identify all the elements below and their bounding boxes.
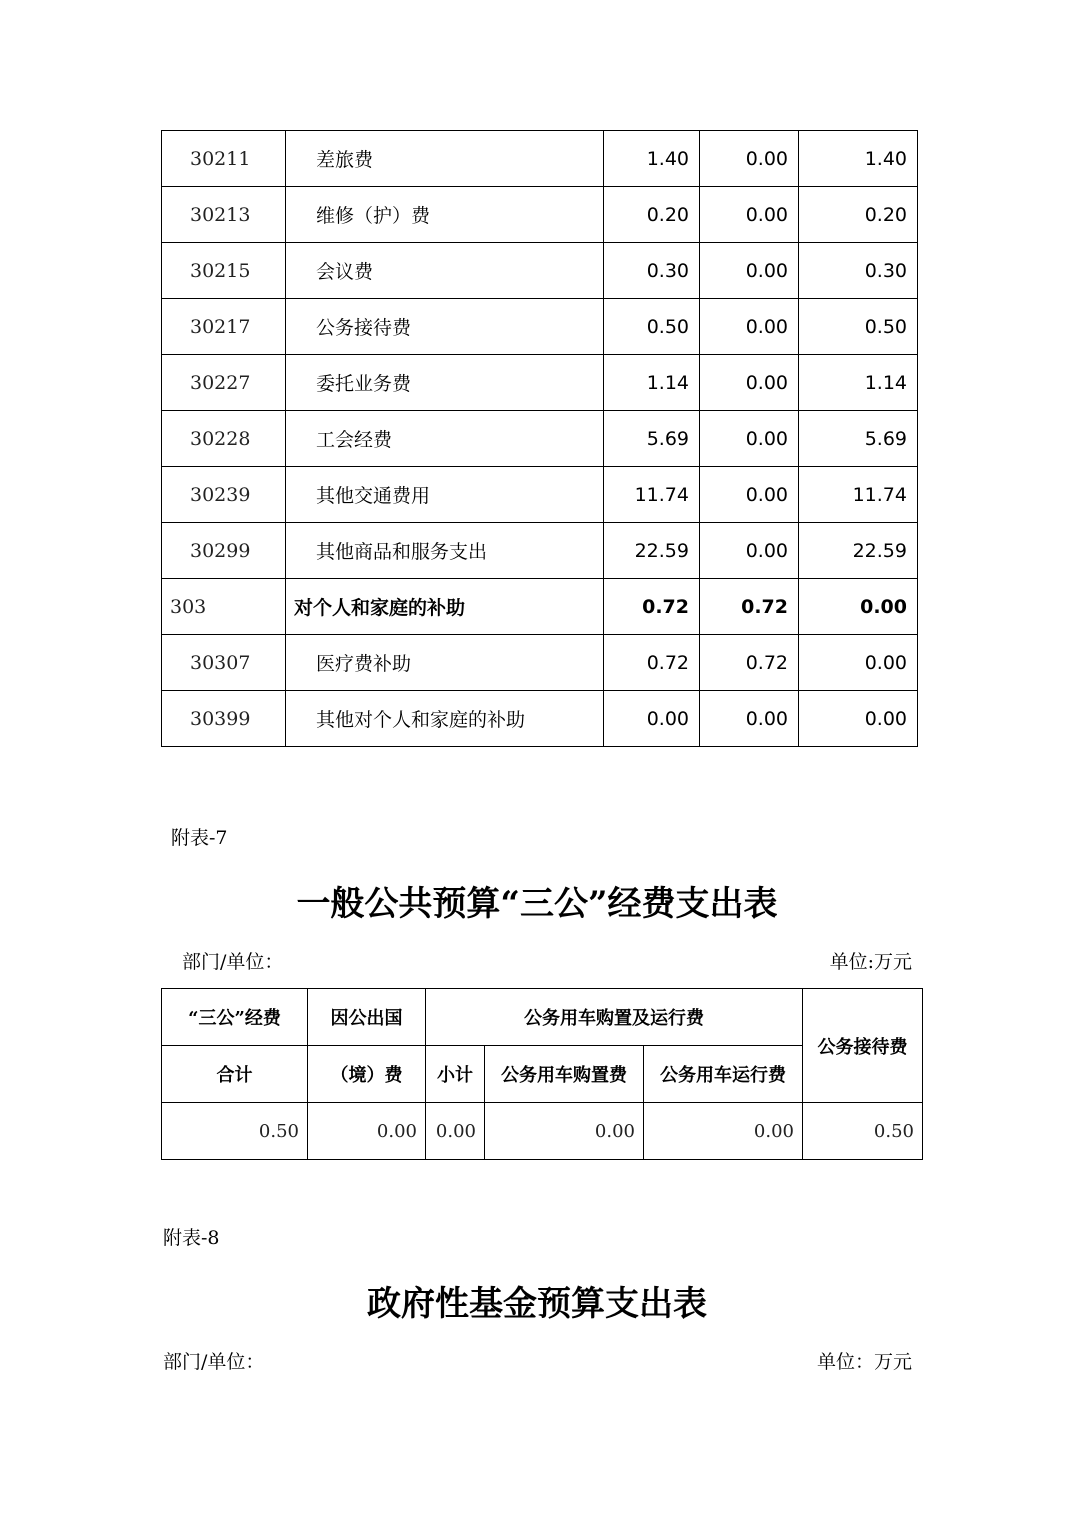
row-name: 工会经费 [286, 411, 604, 467]
row-value-3: 0.30 [799, 243, 918, 299]
row-value-3: 0.00 [799, 635, 918, 691]
table-row [162, 355, 918, 411]
row-code: 30399 [162, 691, 286, 747]
appendix-7-dept: 部门/单位： [182, 951, 284, 973]
appendix-7-title: 一般公共预算“三公”经费支出表 [296, 884, 778, 924]
table-row [162, 299, 918, 355]
row-value-1: 11.74 [604, 467, 700, 523]
value-subtotal: 0.00 [426, 1103, 485, 1160]
row-code: 30227 [162, 355, 286, 411]
table-row [162, 131, 918, 187]
row-value-3: 0.00 [799, 579, 918, 635]
row-code: 30228 [162, 411, 286, 467]
appendix-8-unit: 单位：万元 [816, 1351, 912, 1373]
row-value-1: 0.00 [604, 691, 700, 747]
row-code: 30217 [162, 299, 286, 355]
row-value-3: 11.74 [799, 467, 918, 523]
header-vehicle: 公务用车购置及运行费 [426, 989, 803, 1046]
table-row [162, 635, 918, 691]
row-code: 30299 [162, 523, 286, 579]
row-code: 30307 [162, 635, 286, 691]
values-row [162, 1103, 923, 1160]
row-value-1: 5.69 [604, 411, 700, 467]
row-value-3: 0.00 [799, 691, 918, 747]
row-value-1: 0.72 [604, 635, 700, 691]
header-abroad-line1: 因公出国 [308, 989, 426, 1046]
appendix-7-label: 附表-7 [171, 827, 228, 849]
row-name: 委托业务费 [286, 355, 604, 411]
header-purchase: 公务用车购置费 [485, 1046, 644, 1103]
row-value-2: 0.00 [700, 131, 799, 187]
value-purchase: 0.00 [485, 1103, 644, 1160]
table-row [162, 467, 918, 523]
row-name: 其他对个人和家庭的补助 [286, 691, 604, 747]
value-abroad: 0.00 [308, 1103, 426, 1160]
table-row [162, 579, 918, 635]
row-value-1: 0.20 [604, 187, 700, 243]
row-value-3: 0.20 [799, 187, 918, 243]
row-value-3: 0.50 [799, 299, 918, 355]
appendix-8-label: 附表-8 [163, 1227, 220, 1249]
table-row [162, 411, 918, 467]
row-name: 会议费 [286, 243, 604, 299]
row-value-2: 0.00 [700, 243, 799, 299]
three-public-expenses-table [161, 988, 923, 1160]
row-value-3: 5.69 [799, 411, 918, 467]
table-row [162, 243, 918, 299]
row-code: 303 [162, 579, 286, 635]
row-value-1: 0.50 [604, 299, 700, 355]
appendix-7-unit: 单位:万元 [829, 951, 912, 973]
expenditure-table-body [162, 131, 918, 747]
row-value-3: 22.59 [799, 523, 918, 579]
row-value-2: 0.00 [700, 299, 799, 355]
expenditure-table [161, 130, 918, 747]
row-code: 30239 [162, 467, 286, 523]
table-row [162, 691, 918, 747]
row-name: 对个人和家庭的补助 [286, 579, 604, 635]
row-code: 30211 [162, 131, 286, 187]
header-subtotal: 小计 [426, 1046, 485, 1103]
row-value-1: 0.72 [604, 579, 700, 635]
row-value-3: 1.40 [799, 131, 918, 187]
row-value-2: 0.72 [700, 579, 799, 635]
value-reception: 0.50 [803, 1103, 923, 1160]
row-name: 维修（护）费 [286, 187, 604, 243]
header-abroad-line2: （境）费 [308, 1046, 426, 1103]
row-value-2: 0.72 [700, 635, 799, 691]
row-value-2: 0.00 [700, 691, 799, 747]
row-value-2: 0.00 [700, 187, 799, 243]
appendix-8-dept: 部门/单位： [163, 1351, 265, 1373]
row-value-2: 0.00 [700, 467, 799, 523]
row-name: 公务接待费 [286, 299, 604, 355]
row-value-2: 0.00 [700, 411, 799, 467]
header-total-line2: 合计 [162, 1046, 308, 1103]
table-row [162, 523, 918, 579]
appendix-8-title: 政府性基金预算支出表 [367, 1284, 707, 1324]
row-value-2: 0.00 [700, 355, 799, 411]
value-operation: 0.00 [644, 1103, 803, 1160]
table-row [162, 187, 918, 243]
row-name: 医疗费补助 [286, 635, 604, 691]
row-value-1: 1.40 [604, 131, 700, 187]
header-operation: 公务用车运行费 [644, 1046, 803, 1103]
row-code: 30213 [162, 187, 286, 243]
row-value-3: 1.14 [799, 355, 918, 411]
row-value-2: 0.00 [700, 523, 799, 579]
row-value-1: 1.14 [604, 355, 700, 411]
row-value-1: 0.30 [604, 243, 700, 299]
row-name: 其他商品和服务支出 [286, 523, 604, 579]
header-reception: 公务接待费 [803, 989, 923, 1103]
row-name: 差旅费 [286, 131, 604, 187]
header-row-1 [162, 989, 923, 1046]
header-total-line1: “三公”经费 [162, 989, 308, 1046]
value-total: 0.50 [162, 1103, 308, 1160]
row-value-1: 22.59 [604, 523, 700, 579]
row-code: 30215 [162, 243, 286, 299]
row-name: 其他交通费用 [286, 467, 604, 523]
